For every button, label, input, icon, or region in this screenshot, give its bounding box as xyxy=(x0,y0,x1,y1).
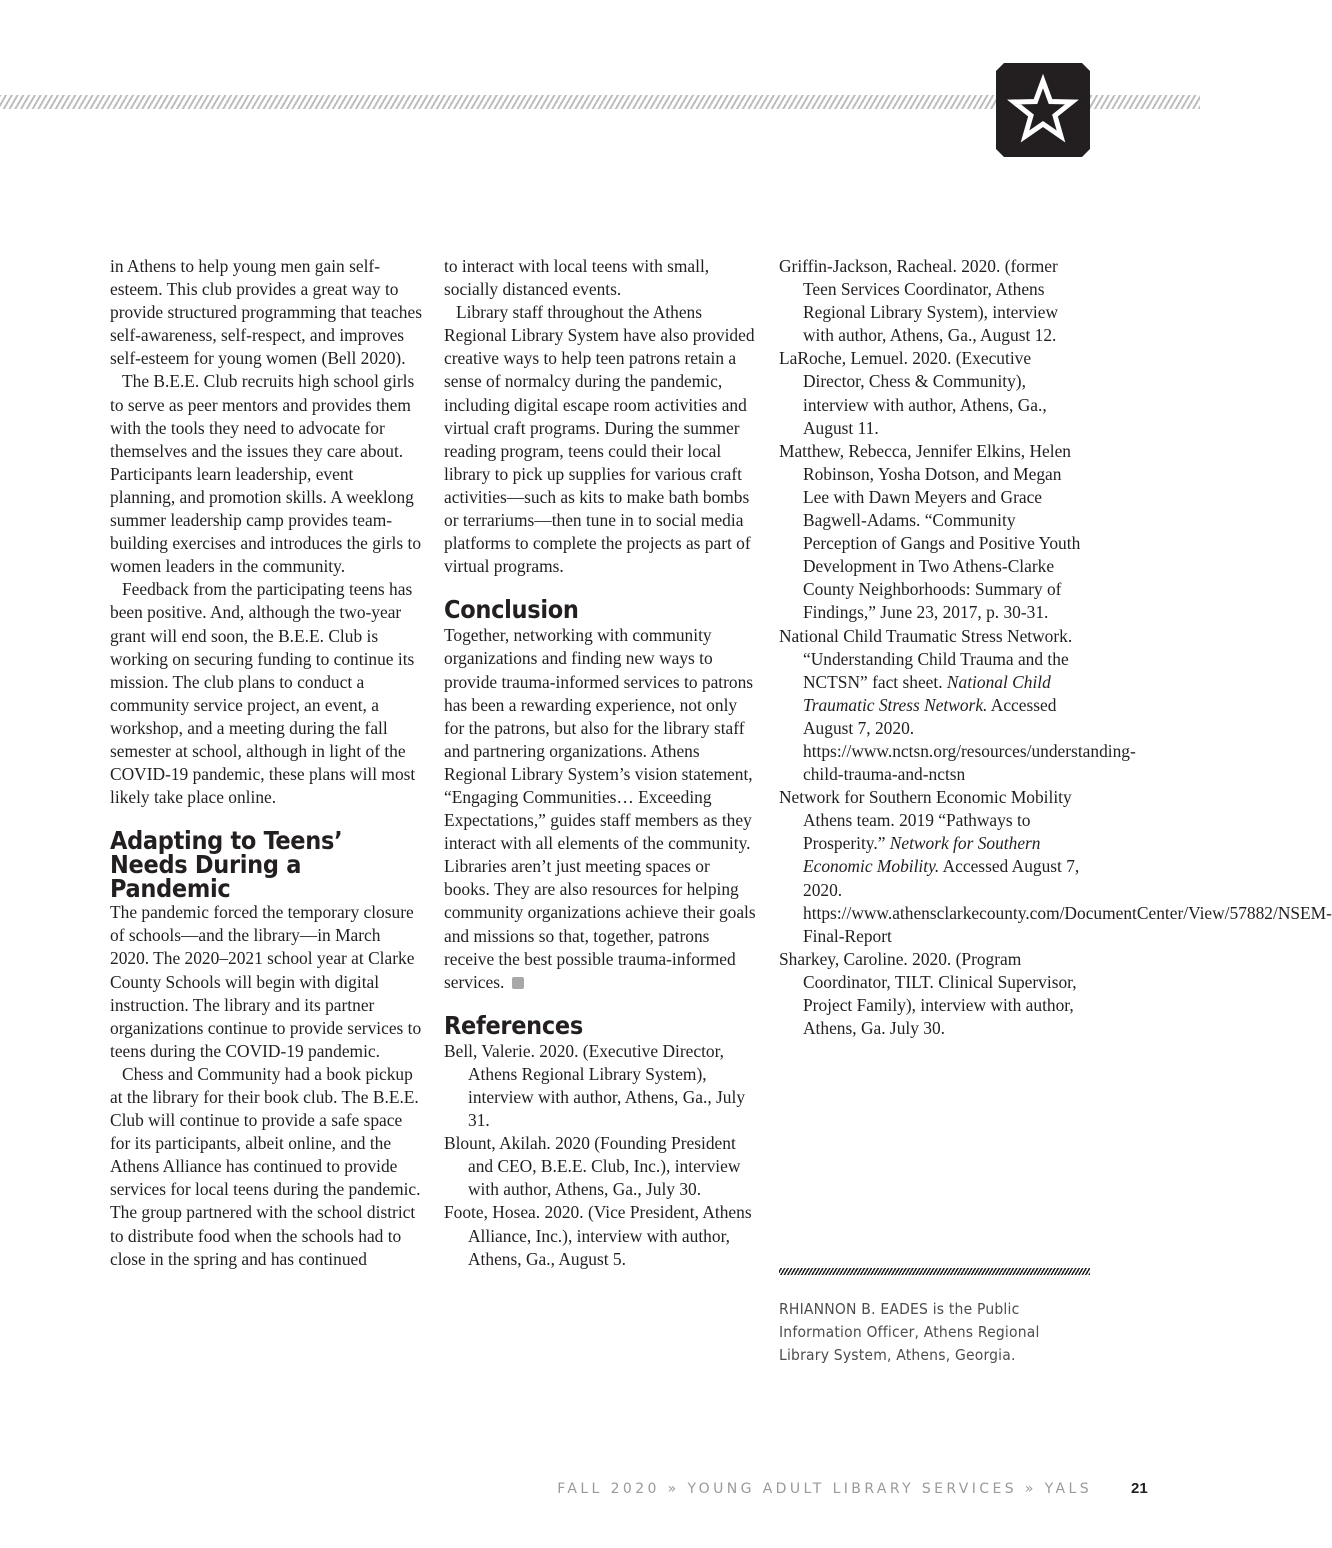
reference-item: Foote, Hosea. 2020. (Vice President, Athens Alliance, Inc.), interview with author, Athens, Ga., August 5. xyxy=(444,1202,752,1269)
reference-item: Blount, Akilah. 2020 (Founding President and CEO, B.E.E. Club, Inc.), interview with author, Athens, Ga., July 30. xyxy=(444,1133,741,1200)
conclusion-text: Together, networking with community organizations and finding new ways to provide trauma-informed services to patrons has been a rewarding experience, not only for the patrons, but also for the library staff and partnering organizations. Athens Regional Library System’s vision statement, “Engaging Communities… Exceeding Expectations,” guides staff members as they interact with all elements of the community. Libraries aren’t just meeting spaces or books. They are also resources for helping community organizations achieve their goals and missions so that, together, patrons receive the best possible trauma-informed services. xyxy=(444,625,756,992)
reference-text: Network for Southern Economic Mobility Athens team. 2019 “Pathways to Prosperity.” xyxy=(779,787,1072,854)
star-badge xyxy=(996,63,1090,157)
paragraph: to interact with local teens with small, socially distanced events. xyxy=(444,256,710,300)
reference-title: National Child Traumatic Stress Network. xyxy=(803,671,1051,715)
author-bio: RHIANNON B. EADES is the Public Information Officer, Athens Regional Library System, Athens, Georgia. xyxy=(779,1300,1040,1364)
paragraph: in Athens to help young men gain self-esteem. This club provides a great way to provide structured programming that teaches self-awareness, self-respect, and improves self-esteem for young women (Bell 2020). xyxy=(110,256,422,369)
reference-item xyxy=(779,625,1136,787)
reference-title: Network for Southern Economic Mobility. xyxy=(803,833,1041,877)
end-mark-icon xyxy=(512,977,524,989)
reference-item: Sharkey, Caroline. 2020. (Program Coordinator, TILT. Clinical Supervisor, Project Family), interview with author, Athens, Ga. July 30. xyxy=(779,948,1077,1039)
paragraph: Feedback from the participating teens has been positive. And, although the two-year grant will end soon, the B.E.E. Club is working on securing funding to continue its mission. The club plans to conduct a community service project, an event, a workshop, and a meeting during the fall semester at school, although in light of the COVID-19 pandemic, these plans will most likely take place online. xyxy=(110,579,416,808)
reference-text: Accessed August 7, 2020. https://www.nctsn.org/resources/understanding-child-trauma-and-nctsn xyxy=(803,694,1136,785)
column-2 xyxy=(444,255,756,1271)
reference-item: Bell, Valerie. 2020. (Executive Director, Athens Regional Library System), interview with author, Athens, Ga., July 31. xyxy=(444,1040,746,1131)
footer-running-title: FALL 2020 » YOUNG ADULT LIBRARY SERVICES » YALS xyxy=(557,1481,1092,1497)
star-icon xyxy=(1009,76,1077,144)
paragraph: The pandemic forced the temporary closure of schools—and the library—in March 2020. The 2020–2021 school year at Clarke County Schools will begin with digital instruction. The library and its partner organizations continue to provide services to teens during the COVID-19 pandemic. xyxy=(110,902,422,1061)
reference-text: National Child Traumatic Stress Network. “Understanding Child Trauma and the NCTSN” fact sheet. xyxy=(779,625,1073,692)
reference-item xyxy=(779,786,1332,948)
reference-item: Matthew, Rebecca, Jennifer Elkins, Helen Robinson, Yosha Dotson, and Megan Lee with Dawn Meyers and Grace Bagwell-Adams. “Community Perception of Gangs and Positive Youth Development in Two Athens-Clarke County Neighborhoods: Summary of Findings,” June 23, 2017, p. 30-31. xyxy=(779,440,1081,623)
page-number: 21 xyxy=(1131,1480,1148,1497)
section-heading-pandemic: Adapting to Teens’ Needs During a Pandemic xyxy=(110,826,343,904)
reference-item: Griffin-Jackson, Racheal. 2020. (former Teen Services Coordinator, Athens Regional Library System), interview with author, Athens, Ga., August 12. xyxy=(779,256,1059,346)
paragraph xyxy=(444,624,756,994)
paragraph: Chess and Community had a book pickup at the library for their book club. The B.E.E. Club will continue to provide a safe space for its participants, albeit online, and the Athens Alliance has continued to provide services for local teens during the pandemic. The group partnered with the school district to distribute food when the schools had to close in the spring and has continued xyxy=(110,1063,421,1269)
reference-text: Accessed August 7, 2020. https://www.athensclarkecounty.com/DocumentCenter/View/57882/NSEM-Final-Report xyxy=(803,856,1332,946)
paragraph: The B.E.E. Club recruits high school girls to serve as peer mentors and provides them with the tools they need to advocate for themselves and the issues they care about. Participants learn leadership, event planning, and promotion skills. A weeklong summer leadership camp provides team-building exercises and introduces the girls to women leaders in the community. xyxy=(110,371,422,577)
column-1 xyxy=(110,255,422,1271)
section-heading-references: References xyxy=(444,1010,583,1040)
reference-item: LaRoche, Lemuel. 2020. (Executive Director, Chess & Community), interview with author, Athens, Ga., August 11. xyxy=(779,348,1047,438)
section-heading-conclusion: Conclusion xyxy=(444,595,579,625)
paragraph: Library staff throughout the Athens Regional Library System have also provided creative ways to help teen patrons retain a sense of normalcy during the pandemic, including digital escape room activities and virtual craft programs. During the summer reading program, teens could their local library to pick up supplies for various craft activities—such as kits to make bath bombs or terrariums—then tune in to social media platforms to complete the projects as part of virtual programs. xyxy=(444,302,755,577)
column-3 xyxy=(779,255,1332,1040)
bio-divider xyxy=(779,1268,1090,1275)
